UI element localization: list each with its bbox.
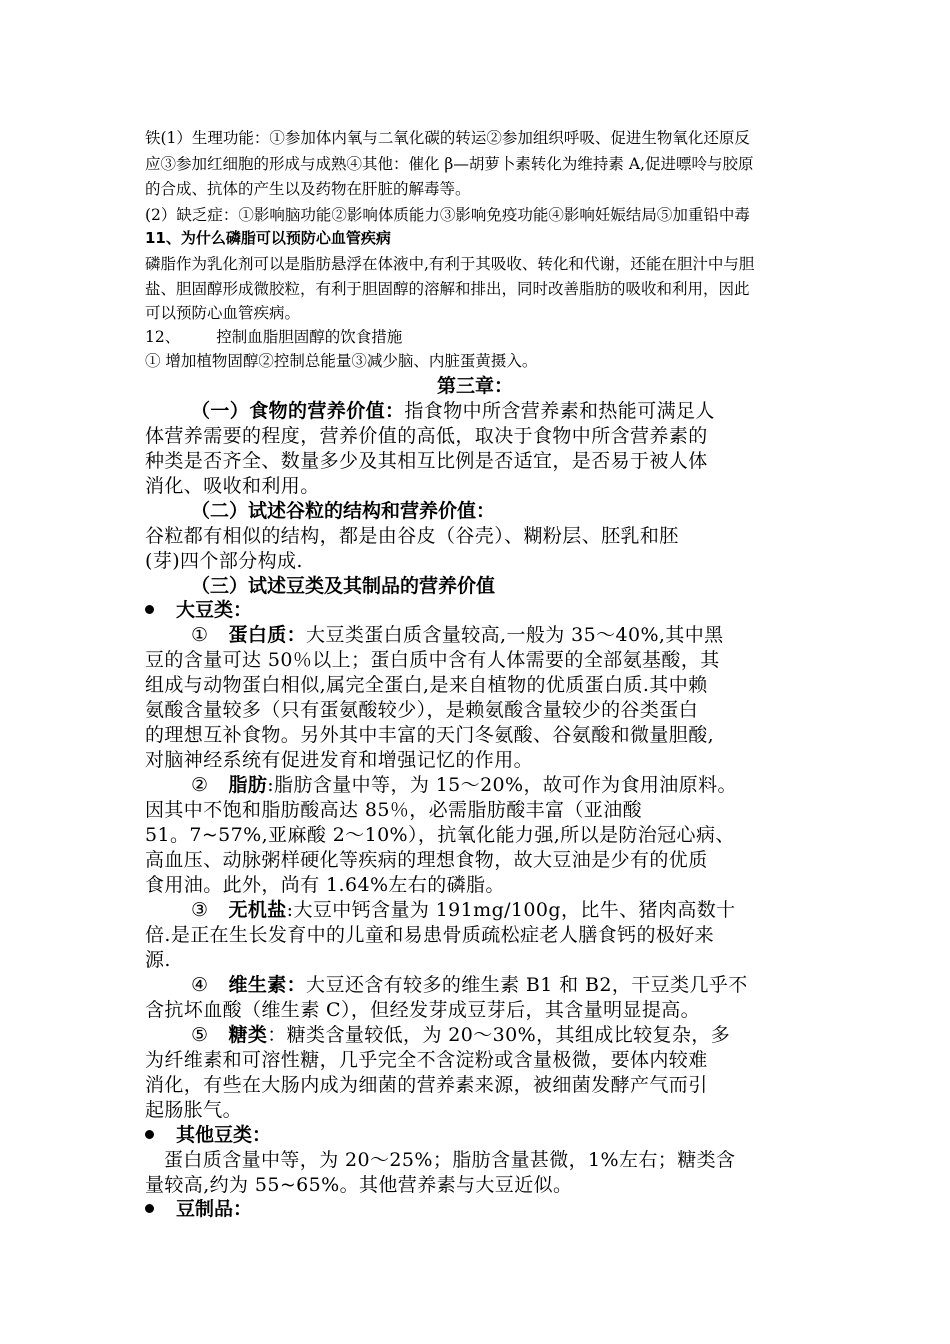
sugar-line-1 <box>191 1023 730 1048</box>
soy-title: 大豆类： <box>176 599 253 621</box>
s2-heading: （二）试述谷粒的结构和营养价值： <box>191 500 496 522</box>
fat-line-3: 51。7~57%,亚麻酸 2～10%），抗氧化能力强,所以是防治冠心病、 <box>145 824 735 846</box>
soy-heading <box>145 598 252 623</box>
protein-label: 蛋白质： <box>228 624 307 646</box>
protein-line-3: 组成与动物蛋白相似,属完全蛋白,是来自植物的优质蛋白质.其中赖 <box>145 674 708 696</box>
q12-heading <box>145 324 402 350</box>
bullet-icon <box>145 605 154 614</box>
other-beans-title: 其他豆类： <box>176 1124 272 1146</box>
protein-line-1 <box>191 623 724 648</box>
other-beans-heading <box>145 1123 271 1148</box>
iron-function-line-1: 铁(1）生理功能：①参加体内氧与二氧化碳的转运②参加组织呼吸、促进生物氧化还原反 <box>145 129 750 147</box>
fat-number: ② <box>191 774 209 796</box>
q11-heading: 11、为什么磷脂可以预防心血管疾病 <box>145 229 391 247</box>
bean-products-title: 豆制品： <box>176 1198 253 1220</box>
q11-line-3: 可以预防心血管疾病。 <box>145 304 301 322</box>
mineral-line-3: 源. <box>145 949 171 971</box>
fat-line-1 <box>191 773 737 798</box>
bullet-icon <box>145 1130 154 1139</box>
fat-line-4: 高血压、动脉粥样硬化等疾病的理想食物，故大豆油是少有的优质 <box>145 849 708 871</box>
sugar-line-3: 消化，有些在大肠内成为细菌的营养素来源，被细菌发酵产气而引 <box>145 1074 708 1096</box>
q12-number: 12、 <box>145 328 181 346</box>
other-beans-line-2: 量较高,约为 55~65%。其他营养素与大豆近似。 <box>145 1174 573 1196</box>
q12-title: 控制血脂胆固醇的饮食措施 <box>216 328 403 346</box>
bean-products-heading <box>145 1197 252 1222</box>
fat-line-2: 因其中不饱和脂肪酸高达 85％，必需脂肪酸丰富（亚油酸 <box>145 799 643 821</box>
mineral-line-2: 倍.是正在生长发育中的儿童和易患骨质疏松症老人膳食钙的极好来 <box>145 924 715 946</box>
sugar-line-4: 起肠胀气。 <box>145 1099 243 1121</box>
vitamin-line-1 <box>191 973 748 998</box>
q12-line-1: ① 增加植物固醇②控制总能量③减少脑、内脏蛋黄摄入。 <box>145 352 538 370</box>
mineral-line-1 <box>191 898 736 923</box>
protein-line-6: 对脑神经系统有促进发育和增强记忆的作用。 <box>145 749 534 771</box>
protein-number: ① <box>191 624 209 646</box>
fat-text-1: :脂肪含量中等，为 15～20%，故可作为食用油原料。 <box>267 774 737 796</box>
chapter-title: 第三章： <box>436 375 513 397</box>
s2-line-1: 谷粒都有相似的结构，都是由谷皮（谷壳）、糊粉层、胚乳和胚 <box>145 525 679 547</box>
s3-heading: （三）试述豆类及其制品的营养价值 <box>191 575 496 597</box>
iron-function-line-2: 应③参加红细胞的形成与成熟④其他：催化 β—胡萝卜素转化为维持素 A,促进嘌呤与胶原 <box>145 155 754 173</box>
sugar-line-2: 为纤维素和可溶性糖，几乎完全不含淀粉或含量极微，要体内较难 <box>145 1049 708 1071</box>
mineral-label: 无机盐 <box>228 899 287 921</box>
s1-line-3: 种类是否齐全、数量多少及其相互比例是否适宜，是否易于被人体 <box>145 450 708 472</box>
s1-line-1 <box>191 399 715 424</box>
mineral-number: ③ <box>191 899 209 921</box>
mineral-text-1: :大豆中钙含量为 191mg/100g，比牛、猪肉高数十 <box>286 899 736 921</box>
sugar-label: 糖类 <box>228 1024 268 1046</box>
iron-function-line-3: 的合成、抗体的产生以及药物在肝脏的解毒等。 <box>145 180 471 198</box>
iron-deficiency-line: (2）缺乏症：①影响脑功能②影响体质能力③影响免疫功能④影响妊娠结局⑤加重铅中毒 <box>145 206 750 224</box>
fat-label: 脂肪 <box>228 774 268 796</box>
vitamin-number: ④ <box>191 974 209 996</box>
protein-line-4: 氨酸含量较多（只有蛋氨酸较少），是赖氨酸含量较少的谷类蛋白 <box>145 699 699 721</box>
vitamin-label: 维生素： <box>228 974 307 996</box>
protein-text-1: 大豆类蛋白质含量较高,一般为 35～40%,其中黑 <box>306 624 724 646</box>
s1-text-1: 指食物中所含营养素和热能可满足人 <box>404 400 715 422</box>
s2-line-2: (芽)四个部分构成. <box>145 550 303 572</box>
s1-heading: （一）食物的营养价值： <box>191 400 405 422</box>
vitamin-text-1: 大豆还含有较多的维生素 B1 和 B2，干豆类几乎不 <box>306 974 748 996</box>
other-beans-line-1: 蛋白质含量中等，为 20～25%；脂肪含量甚微，1%左右；糖类含 <box>164 1149 736 1171</box>
vitamin-line-2: 含抗坏血酸（维生素 C），但经发芽成豆芽后，其含量明显提高。 <box>145 999 701 1021</box>
s1-line-4: 消化、吸收和利用。 <box>145 475 320 497</box>
sugar-text-1: ：糖类含量较低，为 20～30%，其组成比较复杂，多 <box>267 1024 731 1046</box>
q11-line-2: 盐、胆固醇形成微胶粒，有利于胆固醇的溶解和排出，同时改善脂肪的吸收和利用，因此 <box>145 280 750 298</box>
s1-line-2: 体营养需要的程度，营养价值的高低，取决于食物中所含营养素的 <box>145 425 708 447</box>
protein-line-5: 的理想互补食物。另外其中丰富的天门冬氨酸、谷氨酸和微量胆酸, <box>145 724 715 746</box>
q11-line-1: 磷脂作为乳化剂可以是脂肪悬浮在体液中,有利于其吸收、转化和代谢，还能在胆汁中与胆 <box>145 255 755 273</box>
fat-line-5: 食用油。此外，尚有 1.64%左右的磷脂。 <box>145 874 505 896</box>
sugar-number: ⑤ <box>191 1024 209 1046</box>
protein-line-2: 豆的含量可达 50％以上；蛋白质中含有人体需要的全部氨基酸，其 <box>145 649 720 671</box>
bullet-icon <box>145 1204 154 1213</box>
